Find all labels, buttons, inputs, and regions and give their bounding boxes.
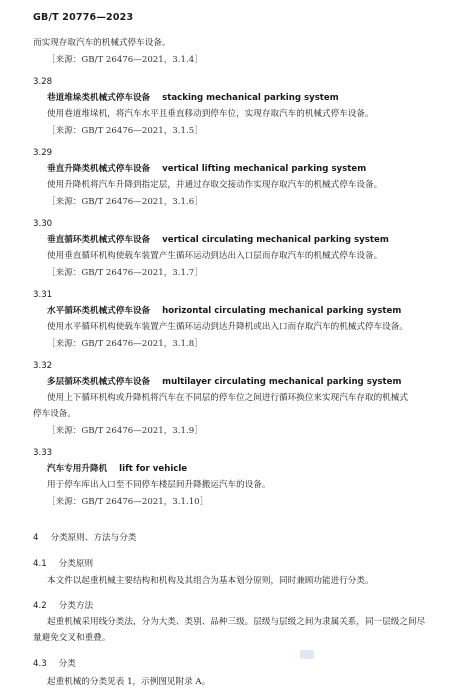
term-number: 3.31 (33, 290, 53, 300)
body-text: 本文件以起重机械主要结构和机构及其组合为基本划分原则，同时兼顾功能进行分类。 (47, 576, 374, 586)
section-heading (33, 659, 76, 670)
term-title-zh: 垂直循环类机械式停车设备 (47, 235, 151, 245)
term-title-zh: 巷道堆垛类机械式停车设备 (47, 93, 151, 103)
source-citation: ［来源：GB/T 26476—2021，3.1.10］ (47, 497, 209, 507)
term-title (47, 377, 401, 388)
page-header: GB/T 20776—2023 (33, 12, 134, 23)
term-number: 3.29 (33, 148, 53, 158)
source-citation: ［来源：GB/T 26476—2021，3.1.5］ (47, 126, 203, 136)
section-number: 4 (33, 533, 39, 543)
body-text: 使用上下循环机构或升降机将汽车在不同层的停车位之间进行循环换位来实现汽车存取的机械式 (47, 393, 408, 403)
term-title-zh: 多层循环类机械式停车设备 (47, 377, 151, 387)
term-title-en: lift for vehicle (119, 464, 188, 474)
section-title: 分类 (58, 659, 76, 669)
body-text: 停车设备。 (33, 409, 76, 419)
section-number: 4.1 (33, 559, 47, 569)
body-text: 使用升降机将汽车升降到指定层，并通过存取交接动作实现存取汽车的机械式停车设备。 (47, 180, 383, 190)
source-citation: ［来源：GB/T 26476—2021，3.1.9］ (47, 426, 203, 436)
body-text: 使用水平循环机构使载车装置产生循环运动到达升降机或出入口而存取汽车的机械式停车设备。 (47, 322, 408, 332)
term-title (47, 164, 366, 175)
term-title-en: vertical lifting mechanical parking system (162, 164, 367, 174)
term-title-zh: 汽车专用升降机 (47, 464, 108, 474)
body-text: 使用巷道堆垛机，将汽车水平且垂直移动到停车位，实现存取汽车的机械式停车设备。 (47, 109, 374, 119)
term-title (47, 464, 187, 475)
body-text: 量避免交叉和重叠。 (33, 633, 111, 643)
body-text: 用于停车库出入口至不同停车楼层间升降搬运汽车的设备。 (47, 480, 271, 490)
term-title-en: horizontal circulating mechanical parking system (162, 306, 402, 316)
source-citation: ［来源：GB/T 26476—2021，3.1.7］ (47, 268, 203, 278)
body-text: 而实现存取汽车的机械式停车设备。 (33, 38, 171, 48)
term-title-zh: 水平循环类机械式停车设备 (47, 306, 151, 316)
source-citation: ［来源：GB/T 26476—2021，3.1.8］ (47, 339, 203, 349)
term-number: 3.33 (33, 448, 53, 458)
term-title (47, 306, 401, 317)
body-text: 起重机械的分类见表 1，示例图见附录 A。 (47, 677, 211, 687)
term-title-en: vertical circulating mechanical parking system (162, 235, 389, 245)
term-number: 3.32 (33, 361, 53, 371)
body-text: 起重机械采用线分类法，分为大类、类别、品种三级。层级与层级之间为隶属关系，同一层级之间尽 (47, 617, 426, 627)
section-heading (33, 533, 136, 544)
section-title: 分类原则、方法与分类 (50, 533, 137, 543)
section-heading (33, 559, 93, 570)
section-number: 4.2 (33, 601, 47, 611)
term-title (47, 235, 389, 246)
body-text: 使用垂直循环机构使载车装置产生循环运动到达出入口层而存取汽车的机械式停车设备。 (47, 251, 383, 261)
section-heading (33, 601, 93, 612)
section-title: 分类原则 (58, 559, 94, 569)
source-citation: ［来源：GB/T 26476—2021，3.1.6］ (47, 197, 203, 207)
term-title-en: multilayer circulating mechanical parking system (162, 377, 402, 387)
term-title-zh: 垂直升降类机械式停车设备 (47, 164, 151, 174)
term-title-en: stacking mechanical parking system (162, 93, 339, 103)
term-title (47, 93, 339, 104)
section-number: 4.3 (33, 659, 47, 669)
term-number: 3.30 (33, 219, 53, 229)
section-title: 分类方法 (58, 601, 94, 611)
corner-mark (300, 650, 314, 659)
term-number: 3.28 (33, 77, 53, 87)
source-citation: ［来源：GB/T 26476—2021，3.1.4］ (47, 55, 203, 65)
